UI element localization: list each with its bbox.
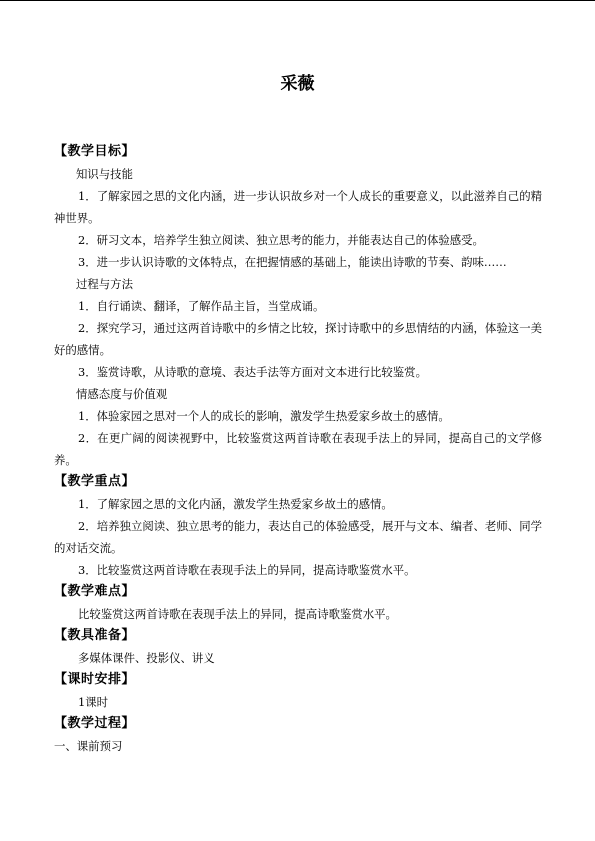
section-heading-tools: 【教具准备】	[54, 628, 136, 643]
section-heading-difficulties: 【教学难点】	[54, 584, 136, 599]
header-rule	[0, 0, 595, 1]
goal-attitude-item-1: 1．体验家园之思对一个人的成长的影响，激发学生热爱家乡故土的感情。	[78, 409, 450, 423]
document-body	[54, 141, 542, 757]
goal-knowledge-item-1: 1．了解家园之思的文化内涵，进一步认识故乡对一个人成长的重要意义，以此滋养自己的精神世界。	[54, 189, 542, 225]
section-heading-key-points: 【教学重点】	[54, 474, 136, 489]
subsection-label-knowledge: 知识与技能	[76, 167, 133, 181]
goal-attitude-item-2: 2．在更广阔的阅读视野中，比较鉴赏这两首诗歌在表现手法上的异同，提高自己的文学修养。	[54, 431, 542, 467]
key-point-item-2: 2．培养独立阅读、独立思考的能力，表达自己的体验感受，展开与文本、编者、老师、同学的对话交流。	[54, 519, 542, 555]
key-point-item-3: 3．比较鉴赏这两首诗歌在表现手法上的异同，提高诗歌鉴赏水平。	[78, 563, 416, 577]
goal-process-item-3: 3．鉴赏诗歌，从诗歌的意境、表达手法等方面对文本进行比较鉴赏。	[78, 365, 427, 379]
schedule-text: 1课时	[78, 695, 109, 709]
difficulties-text: 比较鉴赏这两首诗歌在表现手法上的异同，提高诗歌鉴赏水平。	[78, 607, 397, 621]
subsection-label-attitude: 情感态度与价值观	[76, 387, 168, 401]
goal-process-item-1: 1．自行诵读、翻译，了解作品主旨，当堂成诵。	[78, 299, 325, 313]
subsection-label-process: 过程与方法	[76, 277, 133, 291]
section-heading-goals: 【教学目标】	[54, 144, 136, 159]
goal-knowledge-item-3: 3．进一步认识诗歌的文体特点，在把握情感的基础上，能读出诗歌的节奏、韵味……	[78, 255, 507, 269]
goal-knowledge-item-2: 2．研习文本，培养学生独立阅读、独立思考的能力，并能表达自己的体验感受。	[78, 233, 484, 247]
process-step-1: 一、课前预习	[54, 739, 123, 753]
page-title: 采薇	[280, 74, 315, 94]
section-heading-schedule: 【课时安排】	[54, 672, 136, 687]
tools-text: 多媒体课件、投影仪、讲义	[78, 651, 215, 665]
goal-process-item-2: 2．探究学习，通过这两首诗歌中的乡情之比较，探讨诗歌中的乡思情结的内涵，体验这一美好的感情。	[54, 321, 542, 357]
key-point-item-1: 1．了解家园之思的文化内涵，激发学生热爱家乡故土的感情。	[78, 497, 393, 511]
section-heading-process: 【教学过程】	[54, 716, 136, 731]
